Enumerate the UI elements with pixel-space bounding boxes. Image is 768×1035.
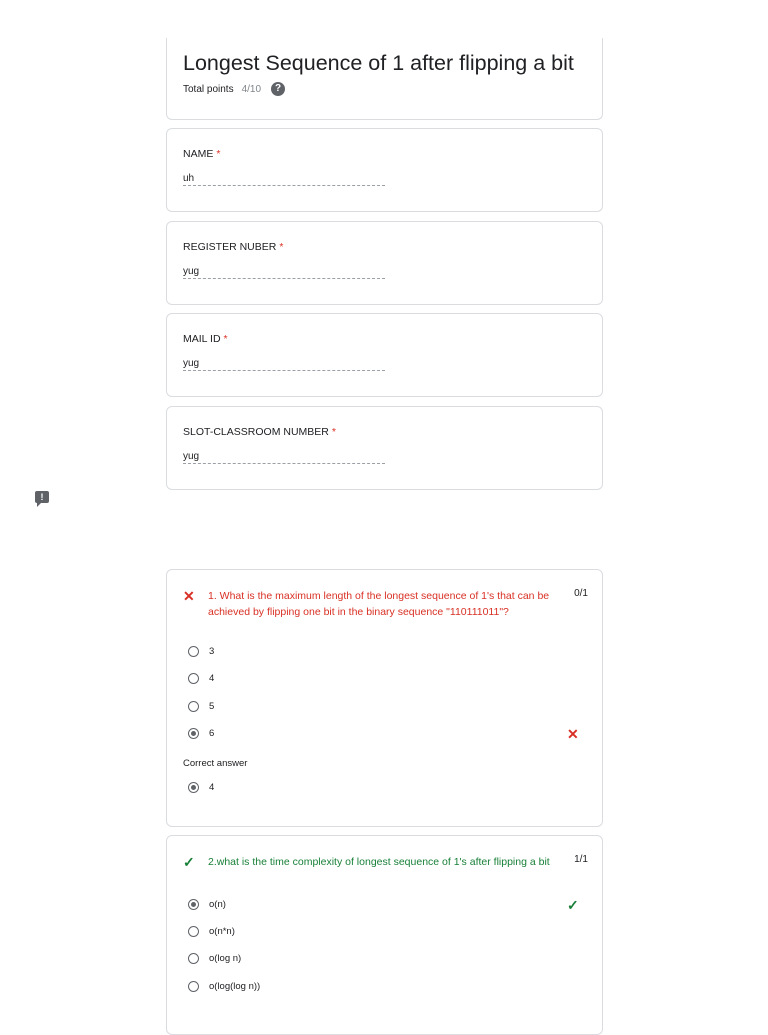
- total-points-label: Total points: [183, 83, 234, 95]
- option-radio-selected[interactable]: [188, 728, 214, 739]
- mail-id-label: MAIL ID *: [183, 333, 228, 345]
- option-radio-selected[interactable]: [188, 899, 226, 910]
- report-feedback-icon[interactable]: !: [35, 491, 49, 503]
- option-radio[interactable]: [188, 646, 214, 657]
- option-label: 5: [209, 701, 215, 712]
- incorrect-mark-icon: ✕: [567, 726, 579, 742]
- register-number-field-card: [166, 221, 603, 305]
- correct-answer-option: [188, 782, 214, 793]
- correct-answer-label: Correct answer: [183, 758, 248, 769]
- wrong-icon: ✕: [183, 588, 195, 604]
- option-label: 6: [209, 728, 215, 739]
- radio-button[interactable]: [188, 673, 199, 684]
- option-radio[interactable]: [188, 926, 235, 937]
- option-radio[interactable]: [188, 673, 214, 684]
- total-points-value: 4/10: [241, 83, 262, 95]
- radio-button[interactable]: [188, 701, 199, 712]
- option-label: 4: [209, 673, 215, 684]
- name-input[interactable]: uh: [183, 173, 385, 186]
- radio-button[interactable]: [188, 926, 199, 937]
- option-label: o(log(log n)): [209, 981, 261, 992]
- question-score: 1/1: [574, 854, 588, 865]
- option-radio[interactable]: [188, 953, 241, 964]
- form-header-card: [166, 38, 603, 120]
- check-icon: ✓: [183, 854, 195, 870]
- required-asterisk: *: [331, 426, 336, 438]
- option-radio[interactable]: [188, 981, 260, 992]
- radio-button[interactable]: [188, 953, 199, 964]
- question-card-1: [166, 569, 603, 827]
- mail-id-field-card: [166, 313, 603, 397]
- mail-id-input[interactable]: yug: [183, 358, 385, 371]
- name-label: NAME *: [183, 148, 221, 160]
- radio-button-checked[interactable]: [188, 899, 199, 910]
- radio-button[interactable]: [188, 981, 199, 992]
- question-card-2: [166, 835, 603, 1035]
- option-label: o(log n): [209, 953, 242, 964]
- radio-button[interactable]: [188, 646, 199, 657]
- required-asterisk: *: [279, 241, 284, 253]
- required-asterisk: *: [216, 148, 221, 160]
- option-label: 4: [209, 782, 215, 793]
- total-points-row: [183, 82, 285, 96]
- radio-button-checked[interactable]: [188, 728, 199, 739]
- question-text: 1. What is the maximum length of the longest sequence of 1's that can be achieved by flipping one bit in the binary sequence "110111011"?: [208, 590, 550, 618]
- question-text: 2.what is the time complexity of longest sequence of 1's after flipping a bit: [208, 856, 550, 868]
- slot-classroom-field-card: [166, 406, 603, 490]
- question-score: 0/1: [574, 588, 588, 599]
- slot-classroom-label: SLOT-CLASSROOM NUMBER *: [183, 426, 336, 438]
- option-label: o(n*n): [209, 926, 235, 937]
- slot-classroom-input[interactable]: yug: [183, 451, 385, 464]
- option-radio[interactable]: [188, 701, 214, 712]
- name-field-card: [166, 128, 603, 212]
- radio-button-checked: [188, 782, 199, 793]
- register-number-label: REGISTER NUBER *: [183, 241, 284, 253]
- register-number-input[interactable]: yug: [183, 266, 385, 279]
- required-asterisk: *: [223, 333, 228, 345]
- form-title: Longest Sequence of 1 after flipping a bit: [183, 51, 574, 75]
- option-label: 3: [209, 646, 215, 657]
- option-label: o(n): [209, 899, 226, 910]
- help-icon[interactable]: ?: [271, 82, 285, 96]
- correct-mark-icon: ✓: [567, 897, 579, 913]
